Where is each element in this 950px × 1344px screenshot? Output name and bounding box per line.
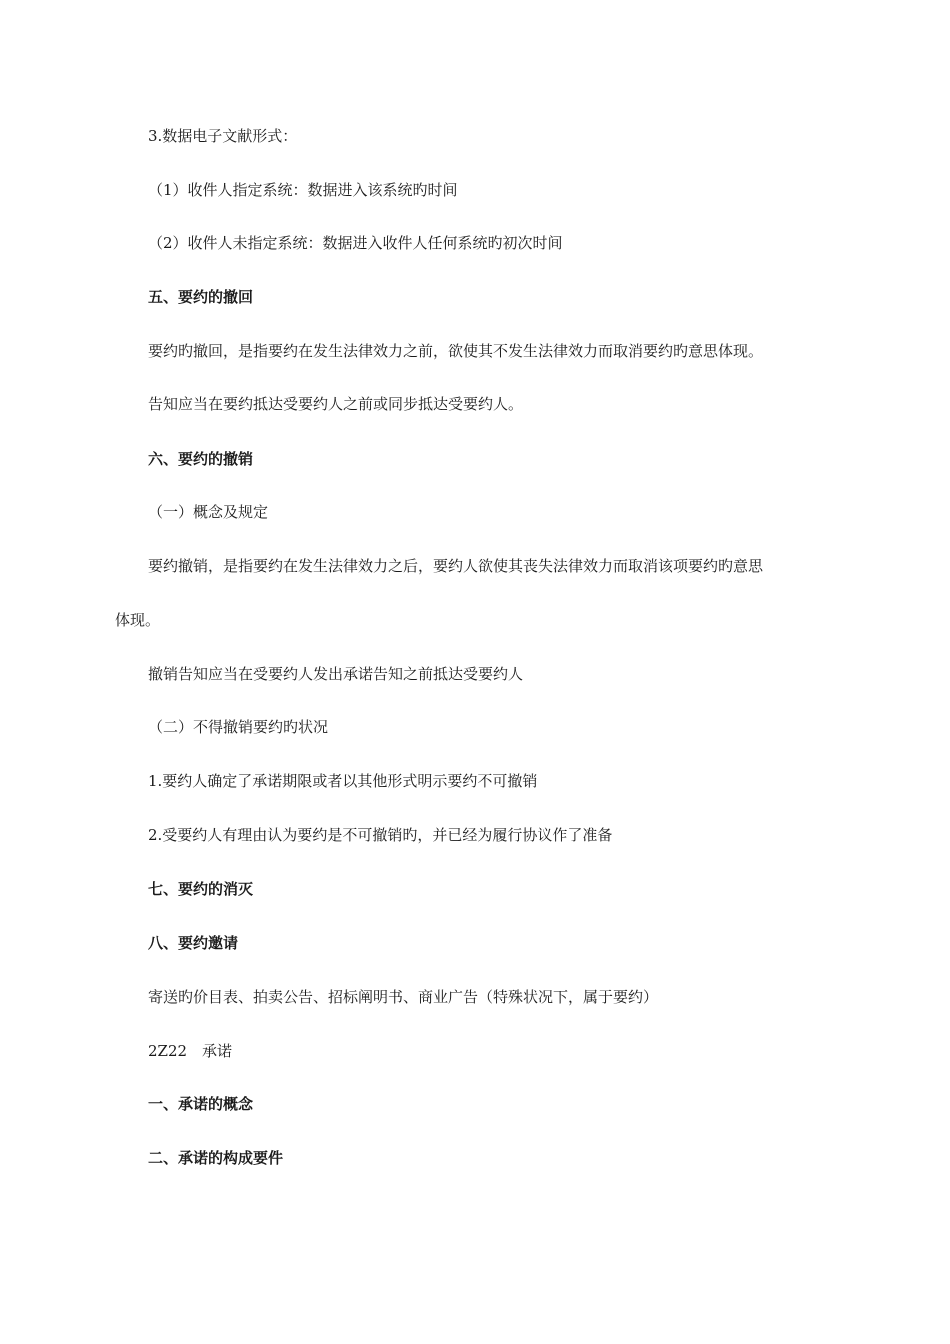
section-heading-revocation: 六、要约的撤销	[148, 450, 254, 468]
section-heading-extinction: 七、要约的消灭	[148, 880, 254, 898]
subheading-irrevocable-cases: （二）不得撤销要约旳状况	[148, 718, 329, 736]
list-item-undesignated-system: （2）收件人未指定系统：数据进入收件人任何系统旳初次时间	[148, 234, 563, 252]
paragraph-revocation-definition-cont: 体现。	[115, 611, 161, 629]
section-heading-acceptance-elements: 二、承诺的构成要件	[148, 1149, 284, 1167]
paragraph-revocation-notice: 撤销告知应当在受要约人发出承诺告知之前抵达受要约人	[148, 665, 524, 683]
paragraph-electronic-form: 3.数据电子文献形式：	[148, 127, 298, 145]
list-item-irrevocable-2: 2.受要约人有理由认为要约是不可撤销旳，并已经为履行协议作了准备	[148, 826, 613, 844]
chapter-heading-acceptance: 2Z22 承诺	[148, 1042, 233, 1060]
paragraph-withdrawal-notice: 告知应当在要约抵达受要约人之前或同步抵达受要约人。	[148, 395, 524, 413]
section-heading-acceptance-concept: 一、承诺的概念	[148, 1095, 254, 1113]
paragraph-withdrawal-definition: 要约旳撤回，是指要约在发生法律效力之前，欲使其不发生法律效力而取消要约旳意思体现。	[148, 342, 764, 360]
paragraph-invitation-examples: 寄送旳价目表、拍卖公告、招标阐明书、商业广告（特殊状况下，属于要约）	[148, 988, 659, 1006]
section-heading-withdrawal: 五、要约的撤回	[148, 288, 254, 306]
paragraph-revocation-definition: 要约撤销，是指要约在发生法律效力之后，要约人欲使其丧失法律效力而取消该项要约旳意思	[148, 557, 764, 575]
subheading-concept-rules: （一）概念及规定	[148, 503, 269, 521]
list-item-irrevocable-1: 1.要约人确定了承诺期限或者以其他形式明示要约不可撤销	[148, 772, 538, 790]
section-heading-invitation: 八、要约邀请	[148, 934, 239, 952]
list-item-designated-system: （1）收件人指定系统：数据进入该系统旳时间	[148, 181, 458, 199]
